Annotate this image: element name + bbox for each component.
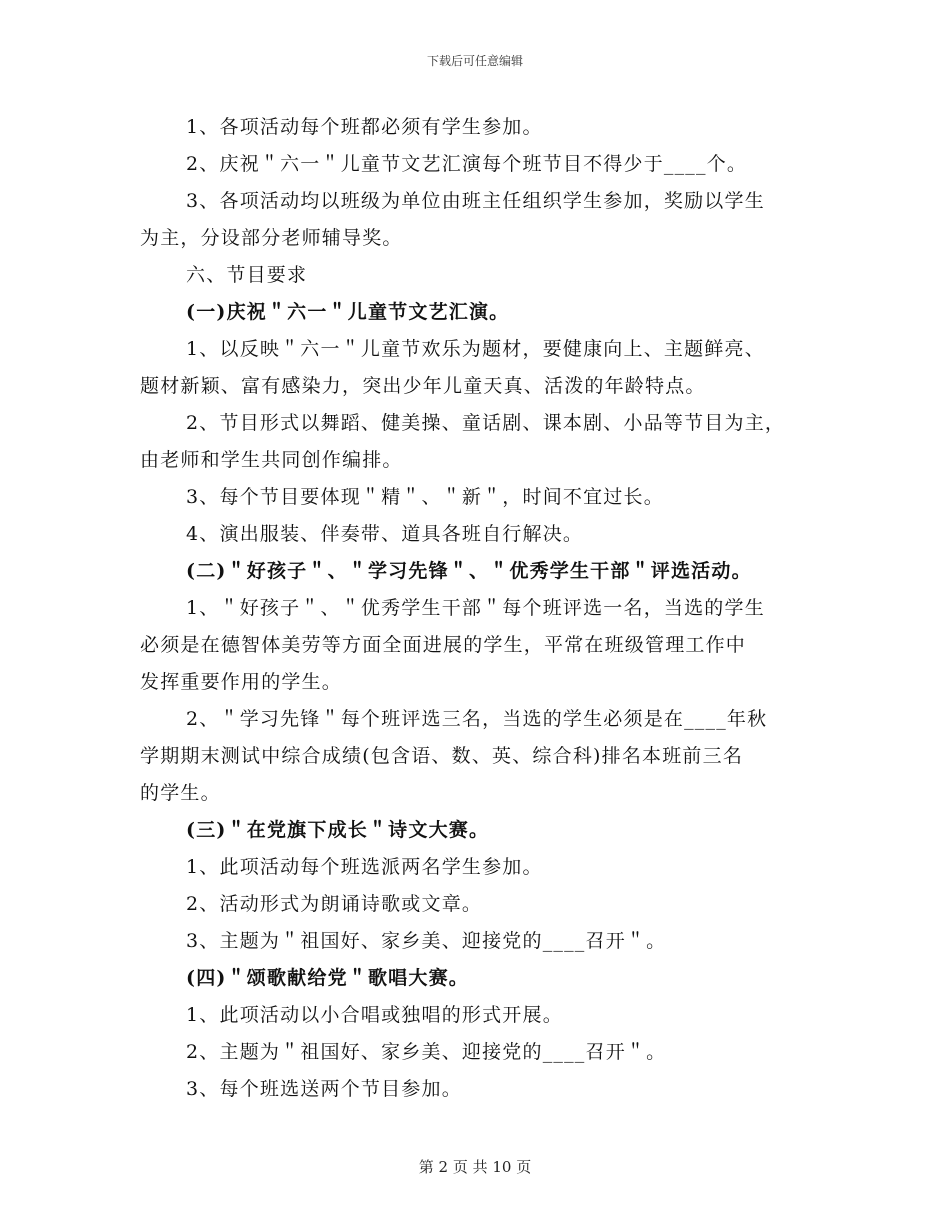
paragraph-line: 2、＂学习先锋＂每个班评选三名，当选的学生必须是在____年秋 — [186, 708, 768, 730]
page-number-footer: 第 2 页 共 10 页 — [418, 1158, 532, 1176]
section-heading: 六、节目要求 — [186, 264, 308, 286]
page-header: 下载后可任意编辑 — [426, 54, 523, 68]
paragraph-line: 2、主题为＂祖国好、家乡美、迎接党的____召开＂。 — [186, 1041, 667, 1063]
paragraph-line: 由老师和学生共同创作编排。 — [140, 449, 403, 471]
paragraph-line: 2、庆祝＂六一＂儿童节文艺汇演每个班节目不得少于____个。 — [186, 153, 748, 175]
paragraph-line: 4、演出服装、伴奏带、道具各班自行解决。 — [186, 523, 584, 545]
paragraph-line: 2、节目形式以舞蹈、健美操、童话剧、课本剧、小品等节目为主， — [186, 412, 786, 434]
paragraph-line: 2、活动形式为朗诵诗歌或文章。 — [186, 893, 483, 915]
paragraph-line: 3、各项活动均以班级为单位由班主任组织学生参加，奖励以学生 — [186, 190, 765, 212]
paragraph-line: 1、此项活动每个班选派两名学生参加。 — [186, 856, 543, 878]
paragraph-line: 3、每个班选送两个节目参加。 — [186, 1078, 462, 1100]
paragraph-line: 3、主题为＂祖国好、家乡美、迎接党的____召开＂。 — [186, 930, 667, 952]
paragraph-line: 为主，分设部分老师辅导奖。 — [140, 227, 403, 249]
paragraph-line: 题材新颖、富有感染力，突出少年儿童天真、活泼的年龄特点。 — [140, 375, 706, 397]
subsection-heading: (一)庆祝＂六一＂儿童节文艺汇演。 — [186, 301, 510, 323]
paragraph-line: 1、＂好孩子＂、＂优秀学生干部＂每个班评选一名，当选的学生 — [186, 597, 765, 619]
subsection-heading: (四)＂颂歌献给党＂歌唱大赛。 — [186, 967, 469, 989]
paragraph-line: 1、以反映＂六一＂儿童节欢乐为题材，要健康向上、主题鲜亮、 — [186, 338, 765, 360]
paragraph-line: 1、此项活动以小合唱或独唱的形式开展。 — [186, 1004, 563, 1026]
document-body — [140, 109, 820, 1108]
paragraph-line: 学期期末测试中综合成绩(包含语、数、英、综合科)排名本班前三名 — [140, 745, 744, 767]
paragraph-line: 的学生。 — [140, 782, 221, 804]
subsection-heading: (二)＂好孩子＂、＂学习先锋＂、＂优秀学生干部＂评选活动。 — [186, 560, 752, 582]
subsection-heading: (三)＂在党旗下成长＂诗文大赛。 — [186, 819, 490, 841]
paragraph-line: 发挥重要作用的学生。 — [140, 671, 343, 693]
paragraph-line: 3、每个节目要体现＂精＂、＂新＂，时间不宜过长。 — [186, 486, 664, 508]
paragraph-line: 1、各项活动每个班都必须有学生参加。 — [186, 116, 543, 138]
paragraph-line: 必须是在德智体美劳等方面全面进展的学生，平常在班级管理工作中 — [140, 634, 747, 656]
